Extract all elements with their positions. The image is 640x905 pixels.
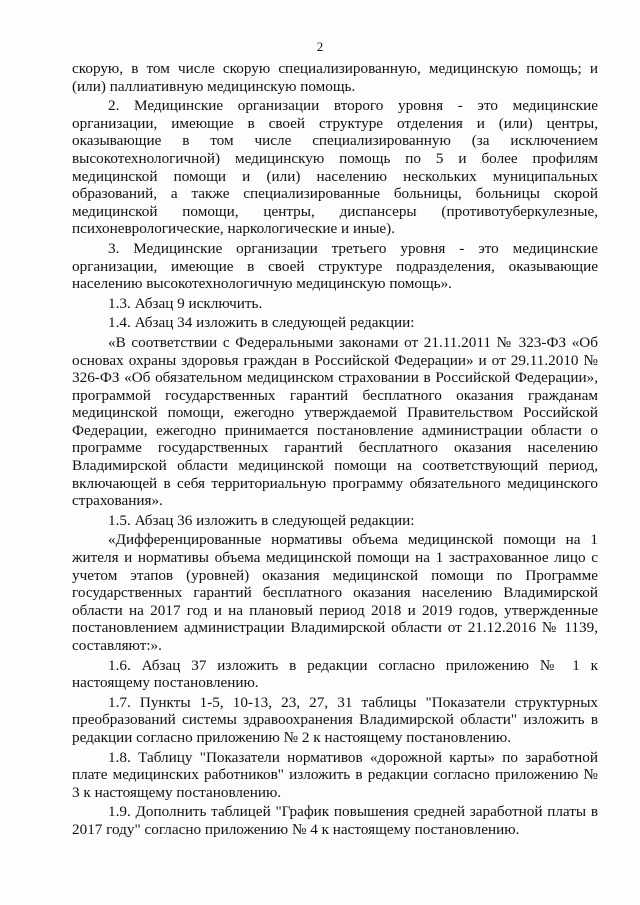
paragraph-level-2: 2. Медицинские организации второго уровня - это медицинские организации, имеющие в своей структуре отделения и (или) центры, оказывающие в том числе специализированную (за исключением высокотехнологичной) медицинскую помощь по 5 и более профилям медицинской помощи и (или) населению нескольких муниципальных образований, а также специализированные больницы, больницы скорой медицинской помощи, центры, диспансеры (противотуберкулезные, психоневрологические, наркологические и иные). [72,97,598,238]
paragraph-continuation: скорую, в том числе скорую специализированную, медицинскую помощь; и (или) паллиативную медицинскую помощь. [72,60,598,95]
paragraph-1-7: 1.7. Пункты 1-5, 10-13, 23, 27, 31 таблицы "Показатели структурных преобразований системы здравоохранения Владимирской области" изложить в редакции согласно приложению № 2 к настоящему постановлению. [72,693,598,746]
quote-abzac-36: «Дифференцированные нормативы объема медицинской помощи на 1 жителя и нормативы объема медицинской помощи на 1 застрахованное лицо с учетом этапов (уровней) оказания медицинской помощи по Программе государственных гарантий бесплатного оказания населению Владимирской области на 2017 год и на плановый период 2018 и 2019 годов, утвержденные постановлением администрации Владимирской области от 21.12.2016 № 1139, составляют:». [72,531,598,654]
paragraph-1-4: 1.4. Абзац 34 изложить в следующей редакции: [108,314,415,332]
document-body [72,60,598,841]
paragraph-1-3: 1.3. Абзац 9 исключить. [108,294,263,312]
paragraph-1-8: 1.8. Таблицу "Показатели нормативов «дорожной карты» по заработной плате медицинских работников" изложить в редакции согласно приложению № 3 к настоящему постановлению. [72,748,598,801]
paragraph-1-6: 1.6. Абзац 37 изложить в редакции согласно приложению № 1 к настоящему постановлению. [72,656,598,692]
paragraph-1-5: 1.5. Абзац 36 изложить в следующей редакции: [108,511,415,529]
page-number: 2 [316,39,324,54]
quote-abzac-34: «В соответствии с Федеральными законами от 21.11.2011 № 323-ФЗ «Об основах охраны здоровья граждан в Российской Федерации» и от 29.11.2010 № 326-ФЗ «Об обязательном медицинском страховании в Российской Федерации», программой государственных гарантий бесплатного оказания гражданам медицинской помощи, ежегодно утверждаемой Правительством Российской Федерации, ежегодно принимается постановление администрации области о программе государственных гарантий бесплатного оказания населению Владимирской области медицинской помощи на соответствующий период, включающей в себя территориальную программу обязательного медицинского страхования». [72,333,598,510]
paragraph-1-9: 1.9. Дополнить таблицей "График повышения средней заработной платы в 2017 году" согласно приложению № 4 к настоящему постановлению. [72,803,598,838]
paragraph-level-3: 3. Медицинские организации третьего уровня - это медицинские организации, имеющие в своей структуре подразделения, оказывающие населению высокотехнологичную медицинскую помощь». [72,239,598,293]
